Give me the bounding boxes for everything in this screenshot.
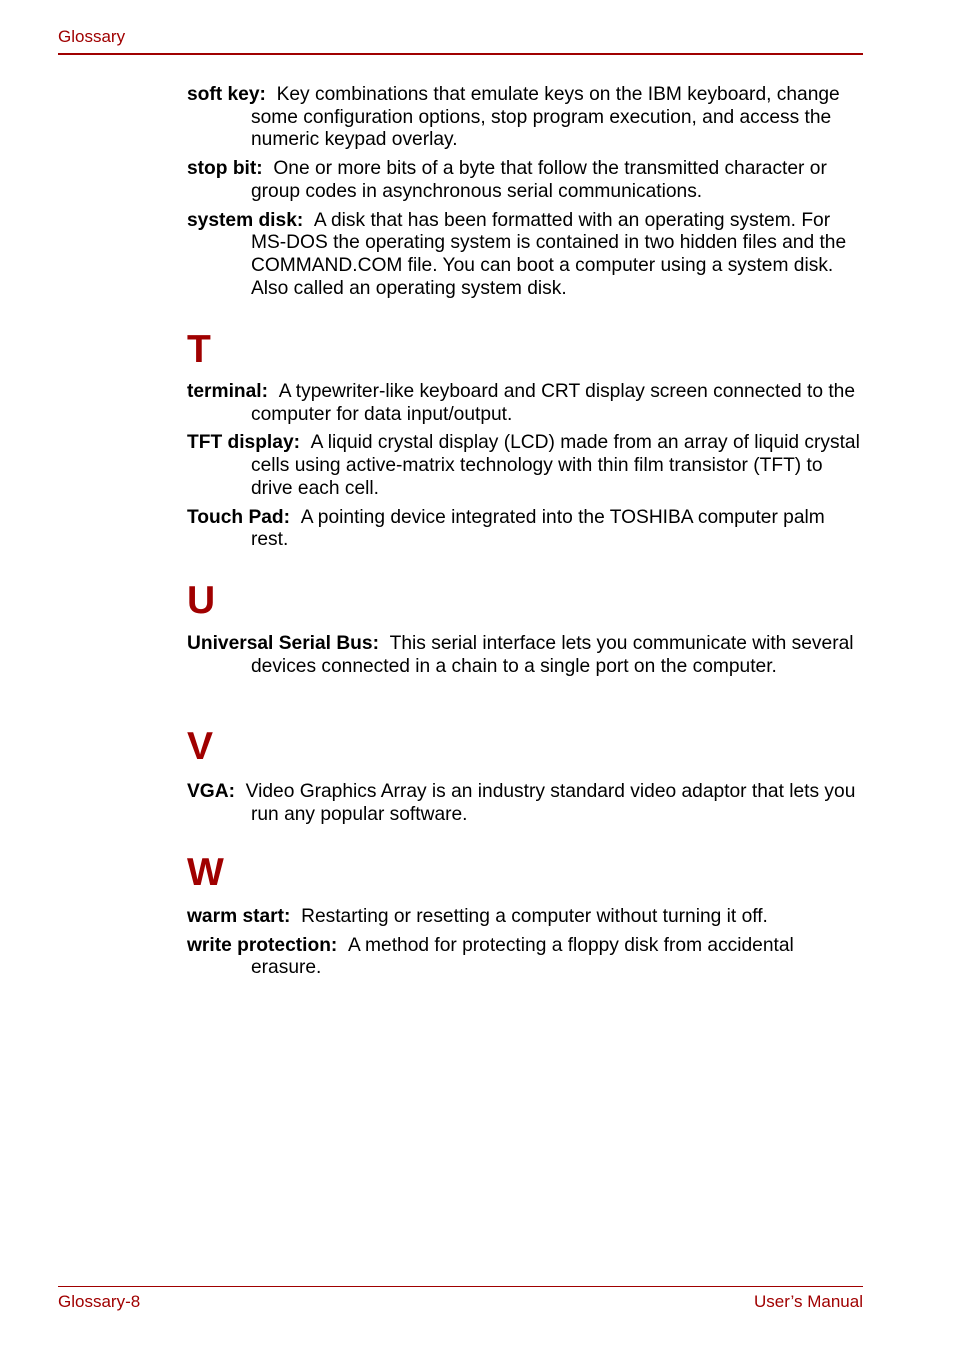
glossary-term: VGA: [187, 781, 235, 802]
section-t-entries [187, 381, 867, 558]
glossary-definition: A typewriter-like keyboard and CRT display screen connected to the computer for data input/output. [251, 381, 856, 425]
header-rule [58, 53, 863, 55]
running-header: Glossary [58, 27, 126, 46]
glossary-entry [187, 633, 867, 678]
glossary-entry [187, 432, 867, 500]
section-t [187, 330, 867, 370]
section-letter-heading: W [187, 851, 224, 894]
glossary-entry [187, 781, 867, 826]
section-w [187, 853, 867, 893]
section-letter-heading: U [187, 579, 216, 622]
glossary-entry [187, 158, 867, 203]
footer-rule [58, 1286, 863, 1287]
glossary-term: Universal Serial Bus: [187, 633, 379, 654]
glossary-entries-s [187, 84, 867, 306]
glossary-definition: Video Graphics Array is an industry standard video adaptor that lets you run any popular software. [245, 781, 856, 825]
manual-title: User’s Manual [754, 1292, 863, 1311]
glossary-entry [187, 906, 867, 929]
glossary-definition: Restarting or resetting a computer without turning it off. [301, 906, 768, 927]
glossary-term: write protection: [187, 934, 338, 956]
glossary-definition: A disk that has been formatted with an operating system. For MS-DOS the operating system is contained in two hidden files and the COMMAND.COM file. You can boot a computer using a system disk. Also called an operating system disk. [251, 209, 847, 299]
section-u [187, 581, 867, 621]
section-w-entries [187, 906, 867, 986]
section-v-entries [187, 781, 867, 832]
section-v [187, 727, 867, 767]
glossary-entry [187, 84, 867, 152]
glossary-definition: One or more bits of a byte that follow the transmitted character or group codes in asynchronous serial communications. [251, 158, 827, 202]
glossary-definition: A pointing device integrated into the TOSHIBA computer palm rest. [251, 506, 825, 551]
glossary-term: TFT display: [187, 432, 300, 454]
glossary-term: system disk: [187, 209, 304, 231]
section-letter-heading: T [187, 328, 211, 371]
glossary-definition: Key combinations that emulate keys on the IBM keyboard, change some configuration options, stop program execution, and access the numeric keypad overlay. [251, 84, 840, 151]
section-letter-heading: V [187, 725, 214, 768]
page-number: Glossary-8 [58, 1292, 141, 1311]
glossary-entry [187, 210, 867, 301]
glossary-term: terminal: [187, 381, 269, 402]
glossary-entry [187, 935, 867, 980]
glossary-term: Touch Pad: [187, 506, 291, 528]
glossary-definition: This serial interface lets you communicate with several devices connected in a chain to a single port on the computer. [251, 633, 854, 677]
glossary-definition: A liquid crystal display (LCD) made from an array of liquid crystal cells using active-matrix technology with thin film transistor (TFT) to drive each cell. [251, 432, 860, 499]
glossary-term: stop bit: [187, 158, 263, 180]
glossary-definition: A method for protecting a floppy disk from accidental erasure. [251, 934, 794, 979]
section-u-entries [187, 633, 867, 684]
glossary-term: soft key: [187, 84, 266, 105]
glossary-term: warm start: [187, 906, 291, 927]
glossary-entry [187, 381, 867, 426]
glossary-entry [187, 507, 867, 552]
